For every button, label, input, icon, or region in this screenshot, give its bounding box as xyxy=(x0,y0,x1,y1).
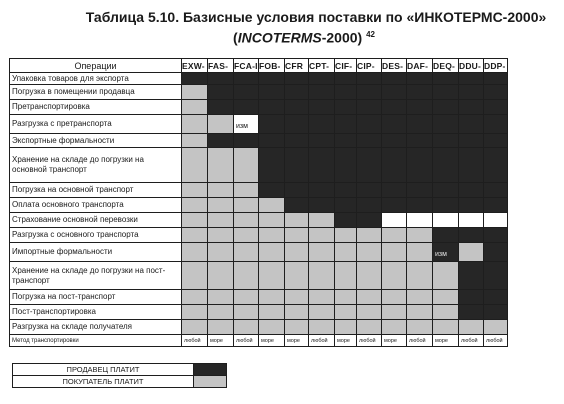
transport-method-value: любой xyxy=(357,335,382,347)
buyer-pays-cell xyxy=(433,290,459,305)
term-header: CIF- xyxy=(335,59,357,73)
buyer-pays-cell xyxy=(182,148,208,183)
seller-pays-cell xyxy=(459,100,484,115)
operation-label: Упаковка товаров для экспорта xyxy=(10,73,182,85)
buyer-pays-cell xyxy=(357,228,382,243)
seller-pays-cell xyxy=(259,100,285,115)
seller-pays-cell xyxy=(382,198,407,213)
transport-method-value: море xyxy=(382,335,407,347)
buyer-pays-cell xyxy=(208,228,234,243)
seller-pays-cell xyxy=(407,148,433,183)
seller-pays-cell xyxy=(433,73,459,85)
buyer-pays-cell xyxy=(335,262,357,290)
term-header: FAS- xyxy=(208,59,234,73)
buyer-pays-cell xyxy=(357,290,382,305)
table-row xyxy=(10,115,508,134)
buyer-pays-cell xyxy=(234,148,259,183)
change-note: изм xyxy=(435,251,447,258)
seller-pays-cell xyxy=(382,115,407,134)
seller-pays-cell xyxy=(357,198,382,213)
seller-pays-cell xyxy=(335,198,357,213)
seller-pays-cell xyxy=(382,134,407,148)
change-note: изм xyxy=(236,123,248,130)
table-row xyxy=(10,148,508,183)
seller-pays-cell xyxy=(357,134,382,148)
buyer-pays-cell xyxy=(208,115,234,134)
buyer-pays-cell xyxy=(234,243,259,262)
buyer-pays-cell xyxy=(285,262,309,290)
seller-pays-cell xyxy=(433,198,459,213)
seller-pays-cell xyxy=(433,85,459,100)
buyer-pays-cell xyxy=(259,228,285,243)
buyer-pays-cell xyxy=(285,213,309,228)
seller-pays-cell xyxy=(407,183,433,198)
seller-pays-cell xyxy=(433,228,459,243)
seller-pays-cell xyxy=(459,148,484,183)
buyer-pays-cell xyxy=(407,320,433,335)
seller-pays-cell xyxy=(459,228,484,243)
seller-pays-cell xyxy=(459,115,484,134)
transport-method-value: море xyxy=(259,335,285,347)
buyer-pays-cell xyxy=(259,243,285,262)
term-header: DAF- xyxy=(407,59,433,73)
seller-pays-cell xyxy=(484,134,508,148)
buyer-pays-cell xyxy=(208,198,234,213)
buyer-pays-cell xyxy=(208,320,234,335)
legend xyxy=(12,363,227,388)
term-header: EXW- xyxy=(182,59,208,73)
buyer-pays-cell xyxy=(357,320,382,335)
seller-pays-cell xyxy=(285,148,309,183)
seller-pays-cell xyxy=(309,183,335,198)
seller-pays-cell xyxy=(208,134,234,148)
buyer-pays-cell xyxy=(182,228,208,243)
title-incoterms: INCOTERMS xyxy=(237,29,322,46)
seller-pays-cell xyxy=(309,115,335,134)
term-header: DDU- xyxy=(459,59,484,73)
buyer-pays-cell xyxy=(259,320,285,335)
buyer-pays-cell xyxy=(357,305,382,320)
seller-pays-cell xyxy=(433,183,459,198)
buyer-pays-cell xyxy=(285,290,309,305)
seller-pays-cell xyxy=(259,115,285,134)
buyer-pays-cell xyxy=(182,213,208,228)
operation-label: Разгрузка на складе получателя xyxy=(10,320,182,335)
term-header: CFR xyxy=(285,59,309,73)
buyer-pays-cell xyxy=(407,243,433,262)
seller-pays-cell xyxy=(459,290,484,305)
buyer-pays-cell xyxy=(309,228,335,243)
buyer-pays-cell xyxy=(234,290,259,305)
buyer-pays-cell xyxy=(208,243,234,262)
seller-pays-cell xyxy=(357,213,382,228)
seller-pays-cell xyxy=(407,73,433,85)
buyer-pays-cell xyxy=(234,320,259,335)
seller-pays-cell xyxy=(285,85,309,100)
seller-pays-cell xyxy=(484,198,508,213)
buyer-pays-cell xyxy=(182,115,208,134)
buyer-pays-cell xyxy=(459,243,484,262)
table-row xyxy=(10,85,508,100)
buyer-pays-cell xyxy=(382,290,407,305)
buyer-pays-cell xyxy=(182,262,208,290)
buyer-pays-cell xyxy=(309,320,335,335)
buyer-pays-cell xyxy=(335,243,357,262)
term-header: FOB- xyxy=(259,59,285,73)
seller-pays-cell xyxy=(459,73,484,85)
buyer-pays-cell xyxy=(382,320,407,335)
buyer-pays-cell xyxy=(382,262,407,290)
transport-method-value: любой xyxy=(234,335,259,347)
buyer-pays-cell xyxy=(182,198,208,213)
seller-pays-cell xyxy=(484,100,508,115)
seller-pays-cell xyxy=(259,134,285,148)
buyer-pays-cell xyxy=(357,262,382,290)
buyer-pays-cell xyxy=(335,228,357,243)
table-row xyxy=(10,228,508,243)
seller-pays-cell xyxy=(335,73,357,85)
seller-pays-cell xyxy=(357,85,382,100)
seller-pays-cell xyxy=(484,73,508,85)
seller-pays-cell xyxy=(433,115,459,134)
buyer-pays-cell xyxy=(182,183,208,198)
buyer-pays-cell xyxy=(484,320,508,335)
seller-pays-cell xyxy=(357,100,382,115)
transport-method-value: любой xyxy=(459,335,484,347)
seller-pays-cell xyxy=(259,148,285,183)
buyer-pays-cell xyxy=(182,305,208,320)
legend-seller xyxy=(13,364,227,376)
unassigned-cell xyxy=(433,213,459,228)
seller-pays-cell xyxy=(357,73,382,85)
table-row xyxy=(10,305,508,320)
title-line-2 xyxy=(233,26,375,47)
seller-pays-cell xyxy=(285,198,309,213)
legend-seller-swatch xyxy=(194,364,227,376)
seller-pays-cell xyxy=(484,183,508,198)
buyer-pays-cell xyxy=(407,305,433,320)
term-header: FCA-I xyxy=(234,60,258,71)
term-header: DEQ- xyxy=(433,59,459,73)
operation-label: Хранение на складе до погрузки на пост-транспорт xyxy=(10,262,182,290)
seller-pays-cell xyxy=(234,134,259,148)
buyer-pays-cell xyxy=(407,262,433,290)
seller-pays-cell xyxy=(309,134,335,148)
buyer-pays-cell xyxy=(285,305,309,320)
operation-label: Погрузка на пост-транспорт xyxy=(10,290,182,305)
operation-label: Разгрузка с основного транспорта xyxy=(10,228,182,243)
seller-pays-cell xyxy=(285,134,309,148)
term-header: CIP- xyxy=(357,59,382,73)
seller-pays-cell xyxy=(382,73,407,85)
buyer-pays-cell xyxy=(259,290,285,305)
seller-pays-cell xyxy=(484,262,508,290)
operation-label: Погрузка на основной транспорт xyxy=(10,183,182,198)
seller-pays-cell xyxy=(433,134,459,148)
seller-pays-cell xyxy=(309,73,335,85)
buyer-pays-cell xyxy=(234,305,259,320)
legend-buyer xyxy=(13,376,227,388)
operations-header: Операции xyxy=(10,59,182,73)
seller-pays-cell xyxy=(309,85,335,100)
seller-pays-cell xyxy=(433,100,459,115)
table-row xyxy=(10,262,508,290)
seller-pays-cell xyxy=(285,115,309,134)
table-row xyxy=(10,290,508,305)
seller-pays-cell xyxy=(335,183,357,198)
buyer-pays-cell xyxy=(433,305,459,320)
term-header: DDP- xyxy=(484,60,506,71)
seller-pays-cell xyxy=(382,148,407,183)
seller-pays-cell xyxy=(285,73,309,85)
buyer-pays-cell xyxy=(234,198,259,213)
title-paren-open: ( xyxy=(233,29,238,46)
transport-method-value: море xyxy=(208,335,234,347)
seller-pays-cell xyxy=(382,85,407,100)
seller-pays-cell xyxy=(357,183,382,198)
seller-pays-cell xyxy=(335,85,357,100)
seller-pays-cell xyxy=(309,100,335,115)
seller-pays-cell xyxy=(484,290,508,305)
operation-label: Хранение на складе до погрузки на основной транспорт xyxy=(10,148,182,183)
title-line-1 xyxy=(86,8,547,26)
buyer-pays-cell xyxy=(335,305,357,320)
transport-method-label: Метод транспортировки xyxy=(10,335,182,347)
legend-seller-label: ПРОДАВЕЦ ПЛАТИТ xyxy=(13,364,194,376)
seller-pays-cell xyxy=(459,305,484,320)
seller-pays-cell xyxy=(459,183,484,198)
term-header: DES- xyxy=(382,59,407,73)
seller-pays-cell xyxy=(285,183,309,198)
transport-method-value: любой xyxy=(484,335,508,347)
operation-label: Импортные формальности xyxy=(10,243,182,262)
buyer-pays-cell xyxy=(357,243,382,262)
transport-method-value: любой xyxy=(407,335,433,347)
header-row xyxy=(10,59,508,73)
transport-method-value: любой xyxy=(309,335,335,347)
seller-pays-cell xyxy=(407,115,433,134)
buyer-pays-cell xyxy=(309,290,335,305)
seller-pays-cell xyxy=(182,73,208,85)
table-row xyxy=(10,183,508,198)
seller-pays-cell xyxy=(407,85,433,100)
operation-label: Экспортные формальности xyxy=(10,134,182,148)
buyer-pays-cell xyxy=(234,262,259,290)
seller-pays-cell xyxy=(484,305,508,320)
footnote-ref: 42 xyxy=(366,30,375,39)
table-row xyxy=(10,100,508,115)
buyer-pays-cell xyxy=(182,85,208,100)
seller-pays-cell xyxy=(382,183,407,198)
unassigned-cell xyxy=(234,115,259,134)
seller-pays-cell xyxy=(234,100,259,115)
buyer-pays-cell xyxy=(208,183,234,198)
operation-label: Страхование основной перевозки xyxy=(10,213,182,228)
buyer-pays-cell xyxy=(182,134,208,148)
table-row xyxy=(10,73,508,85)
buyer-pays-cell xyxy=(433,320,459,335)
title-year: -2000) xyxy=(321,29,363,46)
operation-label: Претранспортировка xyxy=(10,100,182,115)
seller-pays-cell xyxy=(335,115,357,134)
transport-method-value: море xyxy=(285,335,309,347)
legend-buyer-swatch xyxy=(194,376,227,388)
buyer-pays-cell xyxy=(182,290,208,305)
seller-pays-cell xyxy=(407,198,433,213)
incoterms-table xyxy=(9,58,508,347)
seller-pays-cell xyxy=(459,262,484,290)
legend-buyer-label: ПОКУПАТЕЛЬ ПЛАТИТ xyxy=(13,376,194,388)
buyer-pays-cell xyxy=(259,305,285,320)
unassigned-cell xyxy=(459,213,484,228)
buyer-pays-cell xyxy=(208,148,234,183)
buyer-pays-cell xyxy=(407,228,433,243)
buyer-pays-cell xyxy=(382,228,407,243)
buyer-pays-cell xyxy=(182,320,208,335)
table-row xyxy=(10,320,508,335)
unassigned-cell xyxy=(382,213,407,228)
seller-pays-cell xyxy=(335,100,357,115)
buyer-pays-cell xyxy=(285,320,309,335)
operation-label: Пост-транспортировка xyxy=(10,305,182,320)
title-text-1: Таблица 5.10. Базисные условия поставки по «ИНКОТЕРМС-2000» xyxy=(85,9,547,25)
transport-method-value: море xyxy=(433,335,459,347)
buyer-pays-cell xyxy=(309,305,335,320)
unassigned-cell xyxy=(407,213,433,228)
seller-pays-cell xyxy=(433,243,459,262)
seller-pays-cell xyxy=(484,148,508,183)
buyer-pays-cell xyxy=(234,228,259,243)
transport-method-row xyxy=(10,335,508,347)
seller-pays-cell xyxy=(335,213,357,228)
seller-pays-cell xyxy=(407,100,433,115)
seller-pays-cell xyxy=(459,198,484,213)
seller-pays-cell xyxy=(259,73,285,85)
transport-method-value: море xyxy=(335,335,357,347)
seller-pays-cell xyxy=(208,73,234,85)
seller-pays-cell xyxy=(234,85,259,100)
buyer-pays-cell xyxy=(382,305,407,320)
seller-pays-cell xyxy=(335,148,357,183)
seller-pays-cell xyxy=(208,100,234,115)
buyer-pays-cell xyxy=(259,262,285,290)
seller-pays-cell xyxy=(208,85,234,100)
buyer-pays-cell xyxy=(182,243,208,262)
table-row xyxy=(10,134,508,148)
operation-label: Оплата основного транспорта xyxy=(10,198,182,213)
seller-pays-cell xyxy=(484,85,508,100)
transport-method-value: любой xyxy=(182,335,208,347)
buyer-pays-cell xyxy=(182,100,208,115)
operation-label: Разгрузка с претранспорта xyxy=(10,115,182,134)
table-row xyxy=(10,213,508,228)
buyer-pays-cell xyxy=(285,228,309,243)
buyer-pays-cell xyxy=(433,262,459,290)
seller-pays-cell xyxy=(234,73,259,85)
seller-pays-cell xyxy=(309,148,335,183)
seller-pays-cell xyxy=(309,198,335,213)
buyer-pays-cell xyxy=(335,320,357,335)
buyer-pays-cell xyxy=(234,183,259,198)
seller-pays-cell xyxy=(433,148,459,183)
term-header: CPT- xyxy=(309,59,335,73)
seller-pays-cell xyxy=(459,85,484,100)
seller-pays-cell xyxy=(459,134,484,148)
buyer-pays-cell xyxy=(309,213,335,228)
unassigned-cell xyxy=(484,213,508,228)
buyer-pays-cell xyxy=(382,243,407,262)
seller-pays-cell xyxy=(407,134,433,148)
buyer-pays-cell xyxy=(459,320,484,335)
seller-pays-cell xyxy=(484,228,508,243)
buyer-pays-cell xyxy=(259,213,285,228)
seller-pays-cell xyxy=(285,100,309,115)
buyer-pays-cell xyxy=(407,290,433,305)
seller-pays-cell xyxy=(357,148,382,183)
buyer-pays-cell xyxy=(335,290,357,305)
seller-pays-cell xyxy=(484,243,508,262)
seller-pays-cell xyxy=(259,85,285,100)
buyer-pays-cell xyxy=(309,262,335,290)
operation-label: Погрузка в помещении продавца xyxy=(10,85,182,100)
table-row xyxy=(10,198,508,213)
buyer-pays-cell xyxy=(234,213,259,228)
buyer-pays-cell xyxy=(208,213,234,228)
seller-pays-cell xyxy=(382,100,407,115)
seller-pays-cell xyxy=(259,183,285,198)
buyer-pays-cell xyxy=(285,243,309,262)
buyer-pays-cell xyxy=(208,290,234,305)
seller-pays-cell xyxy=(335,134,357,148)
buyer-pays-cell xyxy=(208,262,234,290)
table-row xyxy=(10,243,508,262)
seller-pays-cell xyxy=(484,115,508,134)
seller-pays-cell xyxy=(357,115,382,134)
buyer-pays-cell xyxy=(309,243,335,262)
buyer-pays-cell xyxy=(208,305,234,320)
buyer-pays-cell xyxy=(259,198,285,213)
